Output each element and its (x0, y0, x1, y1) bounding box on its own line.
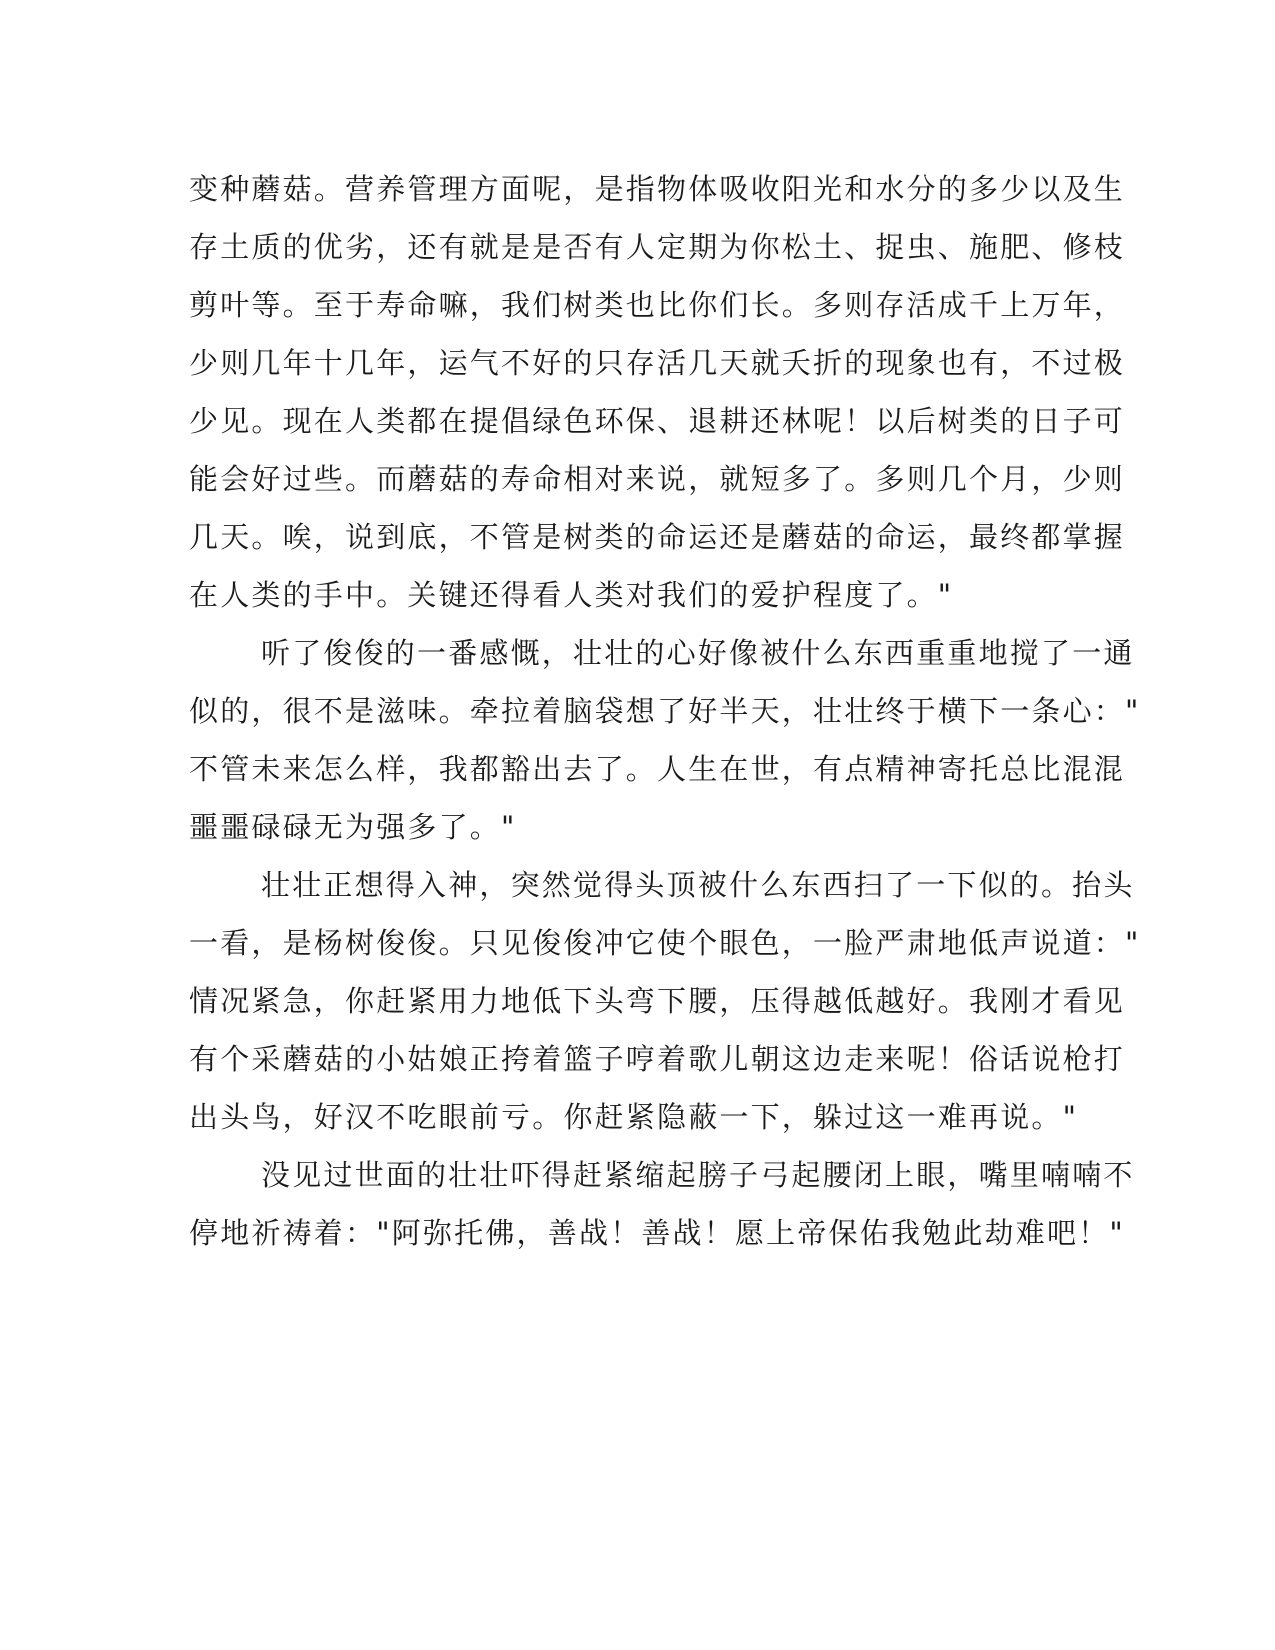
story-text (189, 160, 1141, 1262)
text-line: 停地祈祷着："阿弥托佛，善战！善战！愿上帝保佑我勉此劫难吧！" (189, 1216, 1125, 1250)
text-line: 似的，很不是滋味。牵拉着脑袋想了好半天，壮壮终于横下一条心：" (189, 694, 1141, 728)
text-line: 存土质的优劣，还有就是是否有人定期为你松土、捉虫、施肥、修枝 (189, 230, 1126, 264)
paragraph-start-line: 壮壮正想得入神，突然觉得头顶被什么东西扫了一下似的。抬头 (261, 868, 1135, 902)
text-line: 剪叶等。至于寿命嘛，我们树类也比你们长。多则存活成千上万年， (189, 288, 1126, 322)
text-line: 出头鸟，好汉不吃眼前亏。你赶紧隐蔽一下，躲过这一难再说。" (189, 1100, 1079, 1134)
text-line: 有个采蘑菇的小姑娘正挎着篮子哼着歌儿朝这边走来呢！俗话说枪打 (189, 1042, 1126, 1076)
paragraph-start-line: 听了俊俊的一番感慨，壮壮的心好像被什么东西重重地搅了一通 (261, 636, 1135, 670)
text-line: 几天。唉，说到底，不管是树类的命运还是蘑菇的命运，最终都掌握 (189, 520, 1126, 554)
text-line: 不管未来怎么样，我都豁出去了。人生在世，有点精神寄托总比混混 (189, 752, 1126, 786)
text-line: 变种蘑菇。营养管理方面呢，是指物体吸收阳光和水分的多少以及生 (189, 172, 1126, 206)
text-line: 噩噩碌碌无为强多了。" (189, 810, 517, 844)
text-line: 少则几年十几年，运气不好的只存活几天就夭折的现象也有，不过极 (189, 346, 1126, 380)
text-line: 少见。现在人类都在提倡绿色环保、退耕还林呢！以后树类的日子可 (189, 404, 1126, 438)
text-line: 一看，是杨树俊俊。只见俊俊冲它使个眼色，一脸严肃地低声说道：" (189, 926, 1141, 960)
paragraph-start-line: 没见过世面的壮壮吓得赶紧缩起膀子弓起腰闭上眼，嘴里喃喃不 (261, 1158, 1135, 1192)
text-line: 能会好过些。而蘑菇的寿命相对来说，就短多了。多则几个月，少则 (189, 462, 1126, 496)
text-line: 情况紧急，你赶紧用力地低下头弯下腰，压得越低越好。我刚才看见 (189, 984, 1126, 1018)
text-line: 在人类的手中。关键还得看人类对我们的爱护程度了。" (189, 578, 954, 612)
